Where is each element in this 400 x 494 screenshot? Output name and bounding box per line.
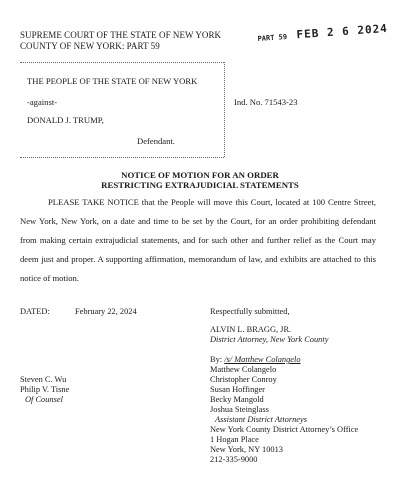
dated-date: February 22, 2024 [75, 307, 137, 316]
office-address-2: New York, NY 10013 [210, 445, 283, 454]
caption-against: -against- [27, 97, 58, 107]
index-number: Ind. No. 71543-23 [234, 97, 298, 107]
counsel-name-1: Steven C. Wu [20, 375, 67, 384]
closing: Respectfully submitted, [210, 307, 290, 316]
attorney-1: Matthew Colangelo [210, 365, 277, 374]
office-name: New York County District Attorney’s Office [210, 425, 359, 434]
counsel-name-2: Philip V. Tisne [20, 385, 70, 394]
caption-top-border [20, 62, 224, 63]
by-label: By: [210, 355, 223, 364]
attorney-3: Susan Hoffinger [210, 385, 265, 394]
electronic-signature: /s/ Matthew Colangelo [224, 355, 301, 364]
court-name: SUPREME COURT OF THE STATE OF NEW YORK [20, 30, 222, 40]
attorney-4: Becky Mangold [210, 395, 264, 404]
by-line [210, 355, 301, 365]
da-title: District Attorney, New York County [210, 335, 329, 344]
document-title-line1: NOTICE OF MOTION FOR AN ORDER [121, 170, 279, 180]
dated-label: DATED: [20, 307, 50, 316]
da-name: ALVIN L. BRAGG, JR. [210, 325, 292, 334]
caption-bottom-border [20, 157, 224, 158]
attorney-5: Joshua Steinglass [210, 405, 269, 414]
stamp-date: FEB 2 6 2024 [296, 21, 389, 42]
filing-stamp [257, 17, 389, 45]
caption-defendant-name: DONALD J. TRUMP, [27, 115, 104, 125]
of-counsel-label: Of Counsel [25, 395, 63, 404]
caption-defendant-role: Defendant. [137, 136, 175, 146]
caption-right-border [224, 62, 225, 157]
notice-paragraph: PLEASE TAKE NOTICE that the People will move this Court, located at 100 Centre Street, New York, New York, on a date and time to be set by the Court, for an order prohibiting defendant from making certain extrajudicial statements, and for such other and further relief as the Court may deem just and proper. A supporting affirmation, memorandum of law, and exhibits are attached to this notice of motion. [20, 197, 376, 283]
office-phone: 212-335-9000 [210, 455, 258, 464]
stamp-part: PART 59 [257, 32, 288, 44]
document-title-line2: RESTRICTING EXTRAJUDICIAL STATEMENTS [101, 180, 299, 190]
court-county-part: COUNTY OF NEW YORK: PART 59 [20, 41, 160, 51]
office-address-1: 1 Hogan Place [210, 435, 259, 444]
attorneys-title: Assistant District Attorneys [215, 415, 307, 424]
caption-plaintiff: THE PEOPLE OF THE STATE OF NEW YORK [27, 76, 198, 86]
attorney-2: Christopher Conroy [210, 375, 277, 384]
